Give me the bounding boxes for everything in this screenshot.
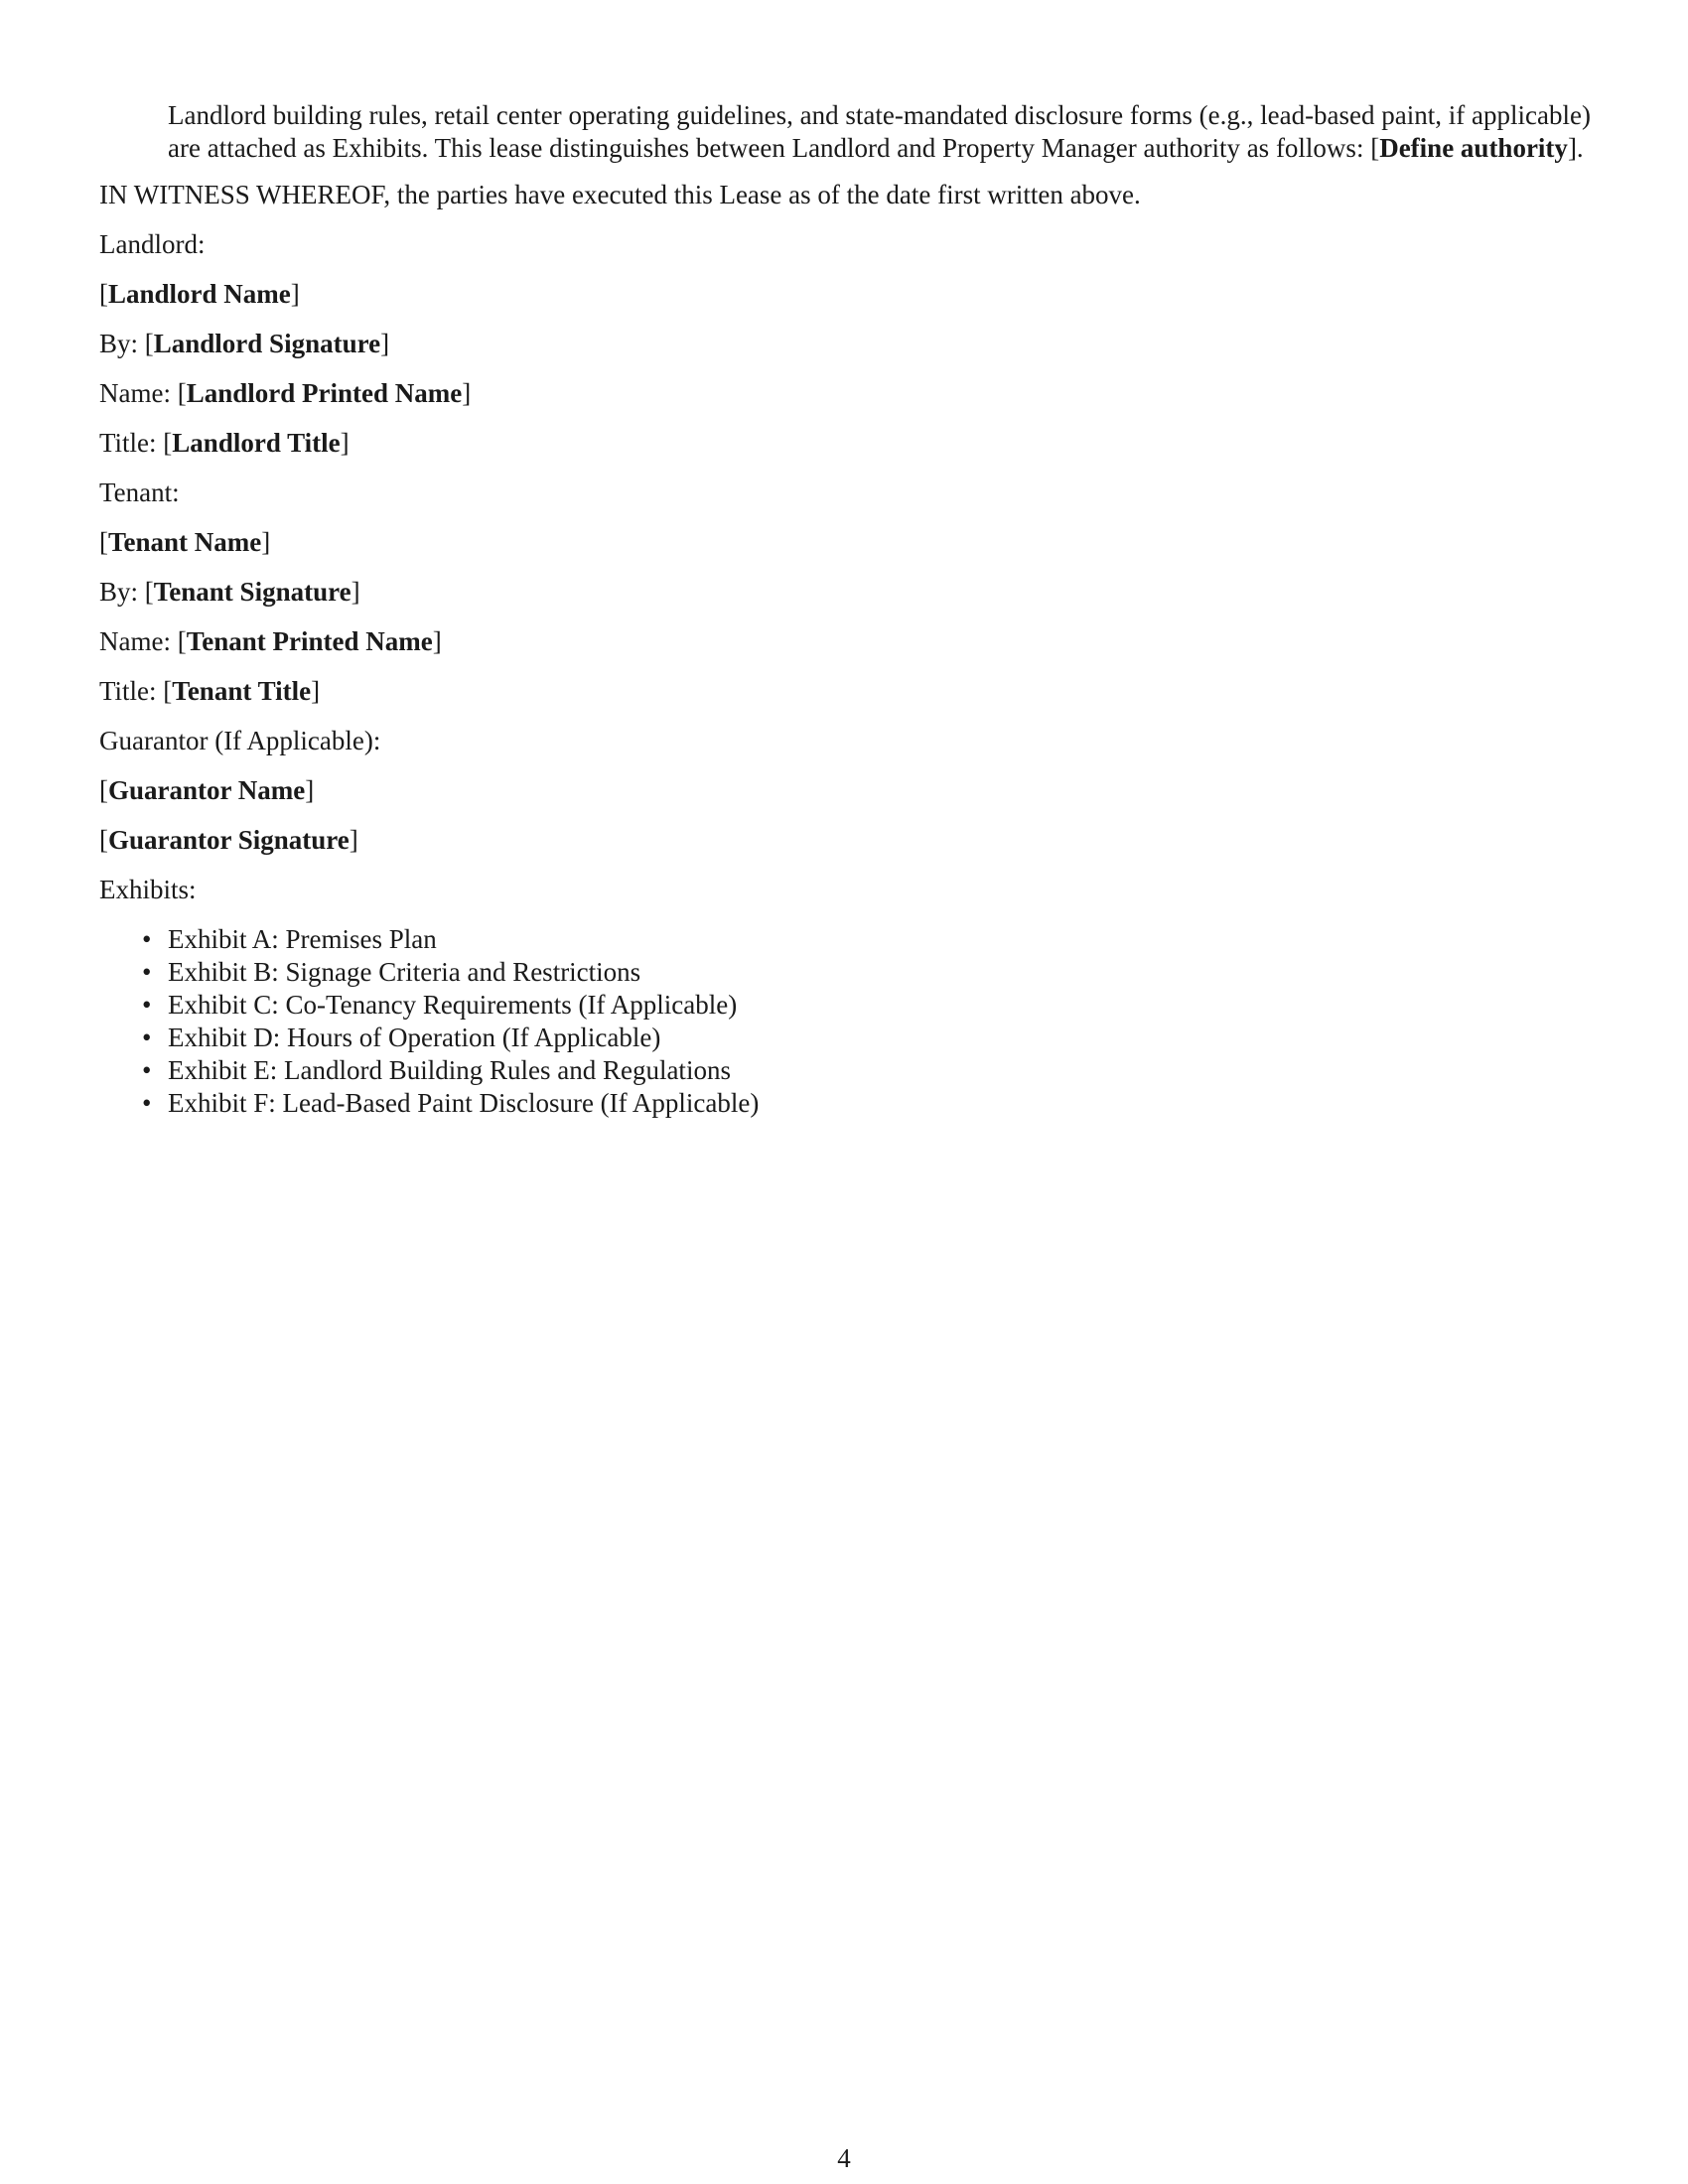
tenant-printed-name-placeholder: Tenant Printed Name xyxy=(186,626,433,656)
list-item: • Exhibit C: Co-Tenancy Requirements (If Applicable) xyxy=(168,989,1591,1022)
guarantor-name-line: [Guarantor Name] xyxy=(99,775,315,805)
document-page xyxy=(99,99,1591,1120)
by-label: By: xyxy=(99,329,139,358)
bracket-open: [ xyxy=(1370,133,1380,163)
guarantor-name-placeholder: Guarantor Name xyxy=(108,775,306,805)
tenant-printed-name-line: Name: [Tenant Printed Name] xyxy=(99,626,442,656)
landlord-signature-placeholder: Landlord Signature xyxy=(153,329,381,358)
exhibits-continuation-paragraph xyxy=(168,99,1591,165)
page-number: 4 xyxy=(837,2143,851,2173)
bracket-close: ]. xyxy=(1567,133,1584,163)
landlord-name-placeholder: Landlord Name xyxy=(108,279,291,309)
landlord-title-line: Title: [Landlord Title] xyxy=(99,428,350,458)
title-label: Title: xyxy=(99,428,157,458)
guarantor-signature-line: [Guarantor Signature] xyxy=(99,825,358,855)
landlord-printed-name-placeholder: Landlord Printed Name xyxy=(186,378,463,408)
continuation-text: Landlord building rules, retail center operating guidelines, and state-mandated disclosure forms (e.g., lead-based paint, if applicable) are attached as Exhibits. This lease distinguishes between Landlord and Property Manager authority as follows: xyxy=(168,100,1591,163)
list-item: • Exhibit E: Landlord Building Rules and Regulations xyxy=(168,1054,1591,1087)
tenant-signature-line: By: [Tenant Signature] xyxy=(99,577,360,607)
exhibits-list xyxy=(99,923,1591,1120)
name-label: Name: xyxy=(99,378,171,408)
witness-statement: IN WITNESS WHEREOF, the parties have executed this Lease as of the date first written above. xyxy=(99,180,1141,209)
landlord-signature-line: By: [Landlord Signature] xyxy=(99,329,390,358)
landlord-title-placeholder: Landlord Title xyxy=(172,428,341,458)
title-label: Title: xyxy=(99,676,157,706)
tenant-signature-placeholder: Tenant Signature xyxy=(153,577,352,607)
tenant-title-line: Title: [Tenant Title] xyxy=(99,676,321,706)
list-item: • Exhibit D: Hours of Operation (If Applicable) xyxy=(168,1022,1591,1054)
tenant-title-placeholder: Tenant Title xyxy=(172,676,312,706)
landlord-heading: Landlord: xyxy=(99,229,206,259)
list-item: • Exhibit A: Premises Plan xyxy=(168,923,1591,956)
guarantor-signature-placeholder: Guarantor Signature xyxy=(108,825,350,855)
exhibits-heading: Exhibits: xyxy=(99,875,197,904)
list-item: • Exhibit B: Signage Criteria and Restrictions xyxy=(168,956,1591,989)
tenant-name-line: [Tenant Name] xyxy=(99,527,271,557)
landlord-printed-name-line: Name: [Landlord Printed Name] xyxy=(99,378,472,408)
name-label: Name: xyxy=(99,626,171,656)
landlord-name-line: [Landlord Name] xyxy=(99,279,300,309)
list-item: • Exhibit F: Lead-Based Paint Disclosure (If Applicable) xyxy=(168,1087,1591,1120)
by-label: By: xyxy=(99,577,139,607)
tenant-heading: Tenant: xyxy=(99,478,180,507)
define-authority-placeholder: Define authority xyxy=(1379,133,1568,163)
tenant-name-placeholder: Tenant Name xyxy=(108,527,262,557)
guarantor-heading: Guarantor (If Applicable): xyxy=(99,726,381,755)
